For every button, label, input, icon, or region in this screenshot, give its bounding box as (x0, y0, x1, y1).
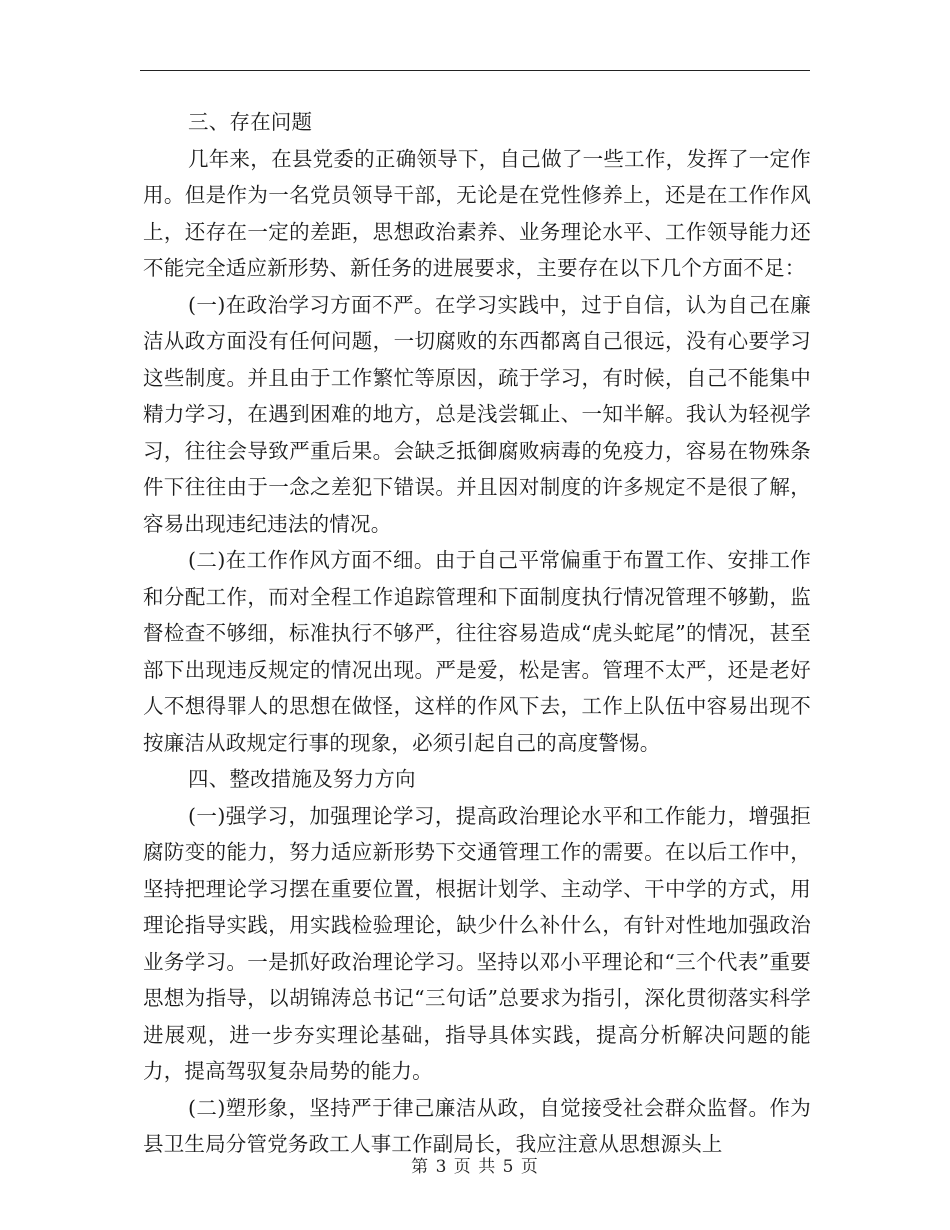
page-number-footer: 第 3 页 共 5 页 (411, 1157, 539, 1177)
section-heading-measures: 四、整改措施及努力方向 (188, 767, 416, 791)
paragraph-political-study: (一)在政治学习方面不严。在学习实践中，过于自信，认为自己在廉洁从政方面没有任何问题，一切腐败的东西都离自己很远，没有心要学习这些制度。并且由于工作繁忙等原因，疏于学习，有时候，自己不能集中精力学习，在遇到困难的地方，总是浅尝辄止、一知半解。我认为轻视学习，往往会导致严重后果。会缺乏抵御腐败病毒的免疫力，容易在物殊条件下往往由于一念之差犯下错误。并且因对制度的许多规定不是很了解，容易出现违纪违法的情况。 (143, 292, 811, 536)
section-heading-problems: 三、存在问题 (188, 110, 313, 134)
paragraph-intro: 几年来，在县党委的正确领导下，自己做了一些工作，发挥了一定作用。但是作为一名党员领导干部，无论是在党性修养上，还是在工作作风上，还存在一定的差距，思想政治素养、业务理论水平、工作领导能力还不能完全适应新形势、新任务的进展要求，主要存在以下几个方面不足： (143, 146, 811, 280)
document-body (143, 104, 811, 1163)
paragraph-work-style: (二)在工作作风方面不细。由于自己平常偏重于布置工作、安排工作和分配工作，而对全程工作追踪管理和下面制度执行情况管理不够勤，监督检查不够细，标准执行不够严，往往容易造成“虎头蛇尾”的情况，甚至部下出现违反规定的情况出现。严是爱，松是害。管理不太严，还是老好人不想得罪人的思想在做怪，这样的作风下去，工作上队伍中容易出现不按廉洁从政规定行事的现象，必须引起自己的高度警惕。 (143, 548, 811, 755)
header-rule (140, 70, 810, 71)
paragraph-strengthen-study: (一)强学习，加强理论学习，提高政治理论水平和工作能力，增强拒腐防变的能力，努力适应新形势下交通管理工作的需要。在以后工作中，坚持把理论学习摆在重要位置，根据计划学、主动学、干中学的方式，用理论指导实践，用实践检验理论，缺少什么补什么，有针对性地加强政治业务学习。一是抓好政治理论学习。坚持以邓小平理论和“三个代表”重要思想为指导，以胡锦涛总书记“三句话”总要求为指引，深化贯彻落实科学进展观，进一步夯实理论基础，指导具体实践，提高分析解决问题的能力，提高驾驭复杂局势的能力。 (143, 803, 811, 1083)
paragraph-shape-image: (二)塑形象，坚持严于律己廉洁从政，自觉接受社会群众监督。作为县卫生局分管党务政工人事工作副局长，我应注意从思想源头上 (143, 1095, 811, 1156)
